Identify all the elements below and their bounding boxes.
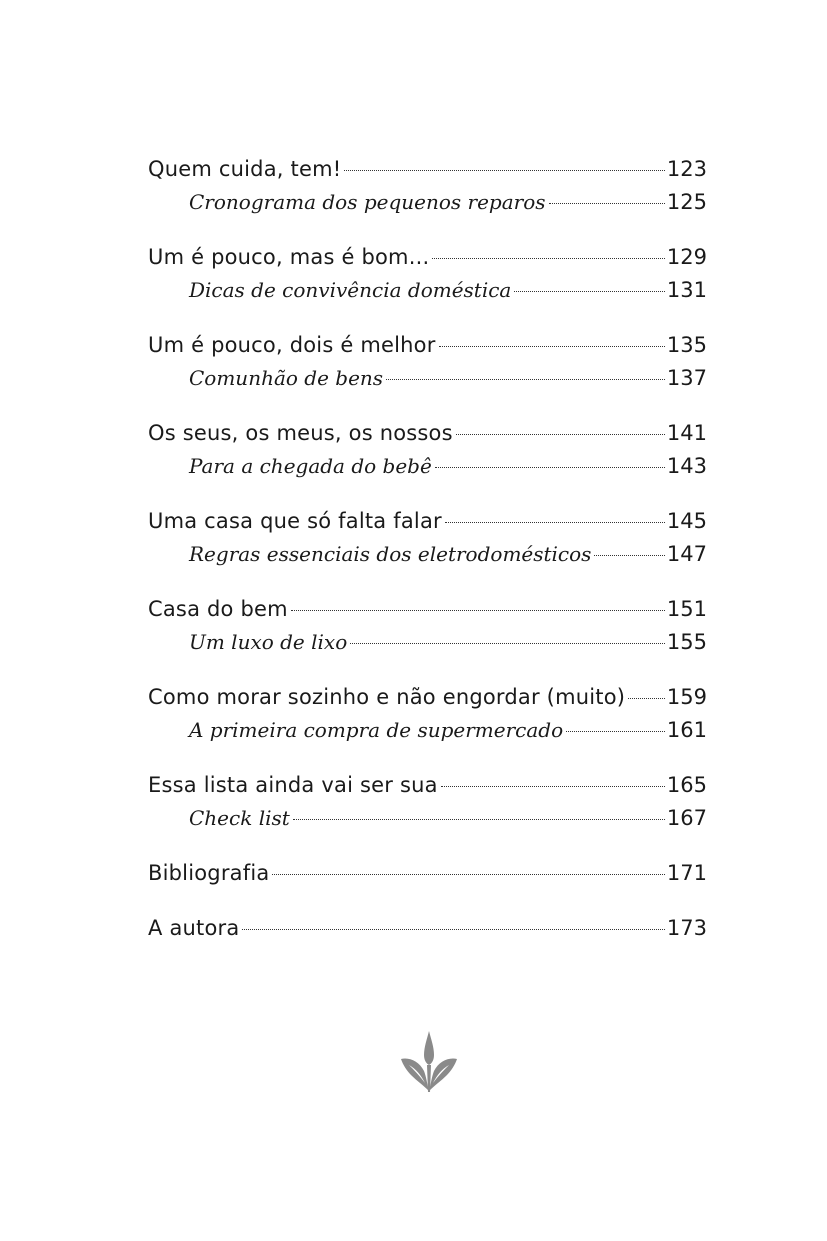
toc-entry[interactable] bbox=[148, 153, 707, 186]
toc-entry-page: 129 bbox=[666, 245, 707, 269]
toc-subentry[interactable] bbox=[148, 186, 707, 219]
dot-leader bbox=[386, 379, 665, 380]
toc-entry[interactable] bbox=[148, 769, 707, 802]
toc-subentry-page: 161 bbox=[666, 718, 707, 742]
toc-entry-title: Um é pouco, dois é melhor bbox=[148, 333, 436, 357]
toc-subentry-title: Para a chegada do bebê bbox=[189, 454, 432, 478]
toc-subentry[interactable] bbox=[148, 362, 707, 395]
toc-entry-page: 141 bbox=[666, 421, 707, 445]
toc-entry-title: Bibliografia bbox=[148, 861, 270, 885]
dot-leader bbox=[432, 258, 665, 259]
toc-group bbox=[148, 681, 707, 747]
toc-group bbox=[148, 505, 707, 571]
toc-entry-page: 151 bbox=[666, 597, 707, 621]
toc-subentry[interactable] bbox=[148, 626, 707, 659]
toc-subentry-page: 137 bbox=[666, 366, 707, 390]
toc-subentry-title: Um luxo de lixo bbox=[189, 630, 348, 654]
toc-entry-title: Quem cuida, tem! bbox=[148, 157, 342, 181]
toc-entry-page: 159 bbox=[666, 685, 707, 709]
dot-leader bbox=[350, 643, 665, 644]
toc-subentry[interactable] bbox=[148, 538, 707, 571]
toc-entry-page: 171 bbox=[666, 861, 707, 885]
toc-subentry-title: Comunhão de bens bbox=[189, 366, 384, 390]
toc-entry[interactable] bbox=[148, 505, 707, 538]
toc-entry-page: 123 bbox=[666, 157, 707, 181]
toc-group bbox=[148, 769, 707, 835]
toc-entry-title: Casa do bem bbox=[148, 597, 288, 621]
dot-leader bbox=[514, 291, 665, 292]
dot-leader bbox=[445, 522, 665, 523]
toc-entry-title: Essa lista ainda vai ser sua bbox=[148, 773, 438, 797]
toc-group bbox=[148, 153, 707, 219]
dot-leader bbox=[628, 698, 665, 699]
dot-leader bbox=[441, 786, 665, 787]
toc-subentry-page: 147 bbox=[666, 542, 707, 566]
toc-entry[interactable] bbox=[148, 681, 707, 714]
toc-entry-title: A autora bbox=[148, 916, 240, 940]
toc-subentry[interactable] bbox=[148, 450, 707, 483]
dot-leader bbox=[242, 929, 665, 930]
toc-group bbox=[148, 417, 707, 483]
toc-entry-title: Como morar sozinho e não engordar (muito) bbox=[148, 685, 626, 709]
toc-entry[interactable] bbox=[148, 593, 707, 626]
toc-subentry-title: Check list bbox=[189, 806, 290, 830]
toc-subentry-page: 155 bbox=[666, 630, 707, 654]
dot-leader bbox=[272, 874, 664, 875]
toc-group bbox=[148, 912, 707, 945]
toc-entry[interactable] bbox=[148, 912, 707, 945]
fleuron-icon bbox=[399, 1031, 459, 1093]
toc-group bbox=[148, 593, 707, 659]
toc-entry-page: 173 bbox=[666, 916, 707, 940]
toc-entry[interactable] bbox=[148, 329, 707, 362]
toc-subentry-title: Regras essenciais dos eletrodomésticos bbox=[189, 542, 592, 566]
toc-entry-page: 145 bbox=[666, 509, 707, 533]
toc-entry[interactable] bbox=[148, 417, 707, 450]
toc-subentry-title: A primeira compra de supermercado bbox=[189, 718, 564, 742]
toc-subentry-page: 131 bbox=[666, 278, 707, 302]
dot-leader bbox=[435, 467, 665, 468]
toc-group bbox=[148, 857, 707, 890]
toc-entry[interactable] bbox=[148, 857, 707, 890]
dot-leader bbox=[549, 203, 665, 204]
toc-subentry-page: 167 bbox=[666, 806, 707, 830]
toc-subentry[interactable] bbox=[148, 274, 707, 307]
toc-subentry-page: 143 bbox=[666, 454, 707, 478]
toc-group bbox=[148, 329, 707, 395]
table-of-contents bbox=[148, 153, 707, 967]
dot-leader bbox=[439, 346, 665, 347]
toc-subentry-title: Dicas de convivência doméstica bbox=[189, 278, 512, 302]
toc-entry-title: Os seus, os meus, os nossos bbox=[148, 421, 453, 445]
dot-leader bbox=[594, 555, 664, 556]
toc-subentry[interactable] bbox=[148, 802, 707, 835]
dot-leader bbox=[566, 731, 665, 732]
dot-leader bbox=[344, 170, 665, 171]
toc-entry-title: Um é pouco, mas é bom... bbox=[148, 245, 430, 269]
toc-entry-page: 135 bbox=[666, 333, 707, 357]
dot-leader bbox=[456, 434, 665, 435]
toc-entry[interactable] bbox=[148, 241, 707, 274]
toc-subentry-title: Cronograma dos pequenos reparos bbox=[189, 190, 546, 214]
toc-subentry-page: 125 bbox=[666, 190, 707, 214]
dot-leader bbox=[291, 610, 665, 611]
dot-leader bbox=[293, 819, 665, 820]
toc-entry-page: 165 bbox=[666, 773, 707, 797]
toc-entry-title: Uma casa que só falta falar bbox=[148, 509, 442, 533]
toc-group bbox=[148, 241, 707, 307]
toc-subentry[interactable] bbox=[148, 714, 707, 747]
